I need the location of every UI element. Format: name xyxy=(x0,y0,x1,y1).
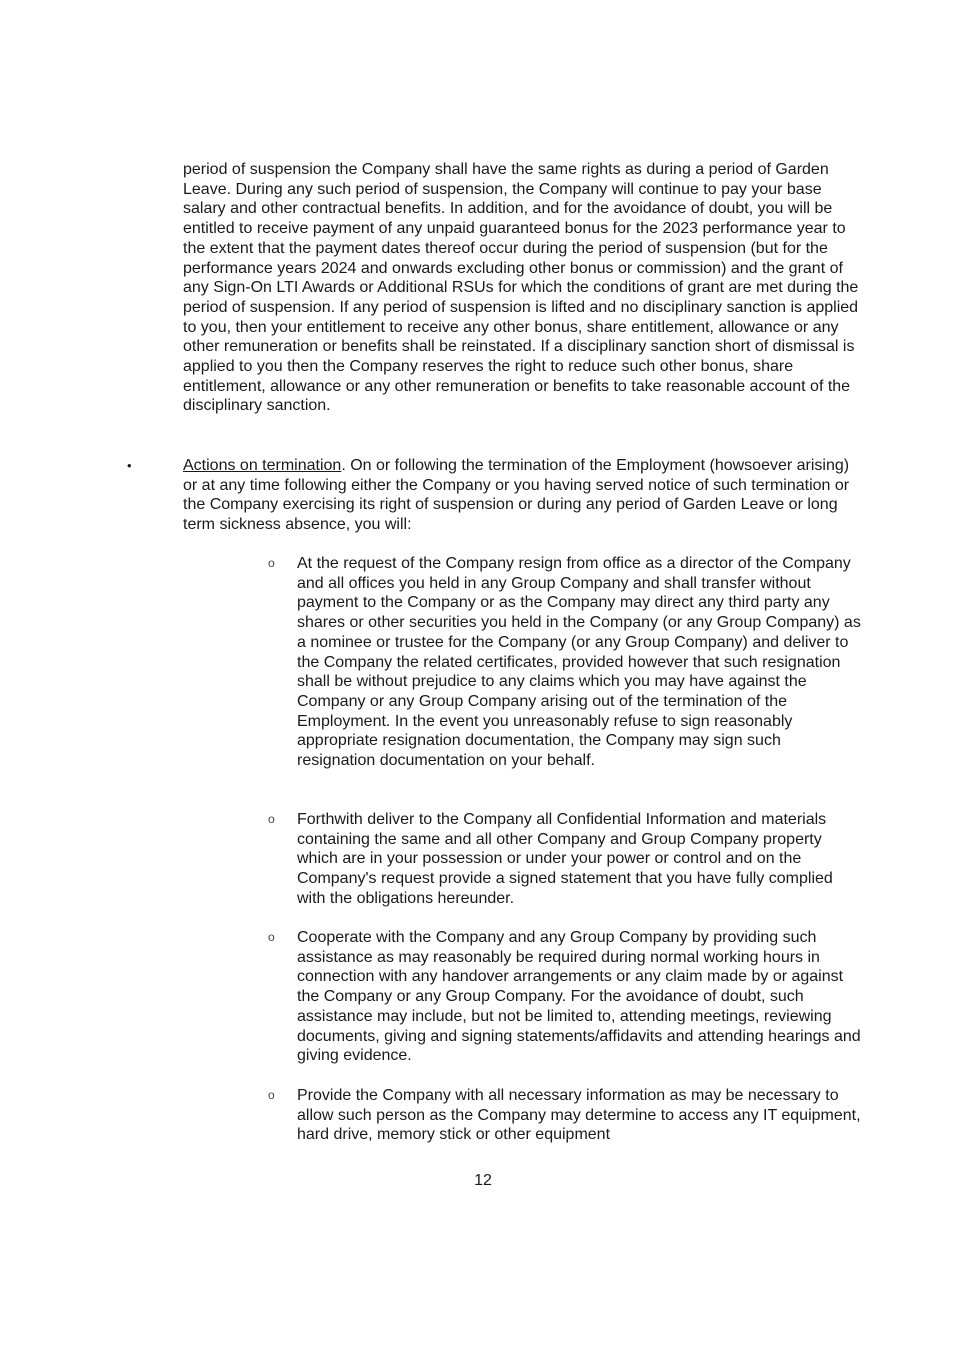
sub-item-text: Cooperate with the Company and any Group Company by providing such assistance as may reasonably be required during normal working hours in connection with any handover arrangements or any claim made by or against the Company or any Group Company. For the avoidance of doubt, such assistance may include, but not be limited to, attending meetings, reviewing documents, giving and signing statements/affidavits and attending hearings and giving evidence. xyxy=(297,929,861,1065)
page-number: 12 xyxy=(474,1172,492,1189)
sub-item-text: At the request of the Company resign from office as a director of the Company and all offices you held in any Group Company and shall transfer without payment to the Company or as the Company may direct any third party any shares or other securities you held in the Company (or any Group Company) as a nominee or trustee for the Company (or any Group Company) and deliver to the Company the related certificates, provided however that such resignation shall be without prejudice to any claims which you may have against the Company or any Group Company arising out of the termination of the Employment. In the event you unreasonably refuse to sign reasonably appropriate resignation documentation, the Company may sign such resignation documentation on your behalf. xyxy=(297,555,861,770)
sub-item-text: Forthwith deliver to the Company all Confidential Information and materials containing the same and all other Company and Group Company property which are in your possession or under your power or control and on the Company's request provide a signed statement that you have fully complied with the obligations hereunder. xyxy=(297,811,833,907)
sub-item-text: Provide the Company with all necessary information as may be necessary to allow such person as the Company may determine to access any IT equipment, hard drive, memory stick or other equipment xyxy=(297,1087,861,1144)
section-heading: Actions on termination xyxy=(183,457,342,474)
hollow-bullet-icon: o xyxy=(268,930,275,944)
continuation-paragraph: period of suspension the Company shall have the same rights as during a period of Garden Leave. During any such period of suspension, the Company will continue to pay your base salary and other contractual benefits. In addition, and for the avoidance of doubt, you will be entitled to receive payment of any unpaid guaranteed bonus for the 2023 performance year to the extent that the payment dates thereof occur during the period of suspension (but for the performance years 2024 and onwards excluding other bonus or commission) and the grant of any Sign-On LTI Awards or Additional RSUs for which the conditions of grant are met during the period of suspension. If any period of suspension is lifted and no disciplinary sanction is applied to you, then your entitlement to receive any other bonus, share entitlement, allowance or any other remuneration or benefits shall be reinstated. If a disciplinary sanction short of dismissal is applied to you then the Company reserves the right to reduce such other bonus, share entitlement, allowance or any other remuneration or benefits to take reasonable account of the disciplinary sanction. xyxy=(183,161,859,415)
section-heading-punct: . xyxy=(341,457,346,474)
actions-on-termination-paragraph xyxy=(183,456,863,535)
hollow-bullet-icon: o xyxy=(268,1088,275,1102)
hollow-bullet-icon: o xyxy=(268,556,275,570)
section-intro: On or following the termination of the Employment (howsoever arising) or at any time following either the Company or you having served notice of such termination or the Company exercising its right of suspension or during any period of Garden Leave or long term sickness absence, you will: xyxy=(183,457,850,534)
hollow-bullet-icon: o xyxy=(268,812,275,826)
bullet-marker: • xyxy=(127,458,132,473)
